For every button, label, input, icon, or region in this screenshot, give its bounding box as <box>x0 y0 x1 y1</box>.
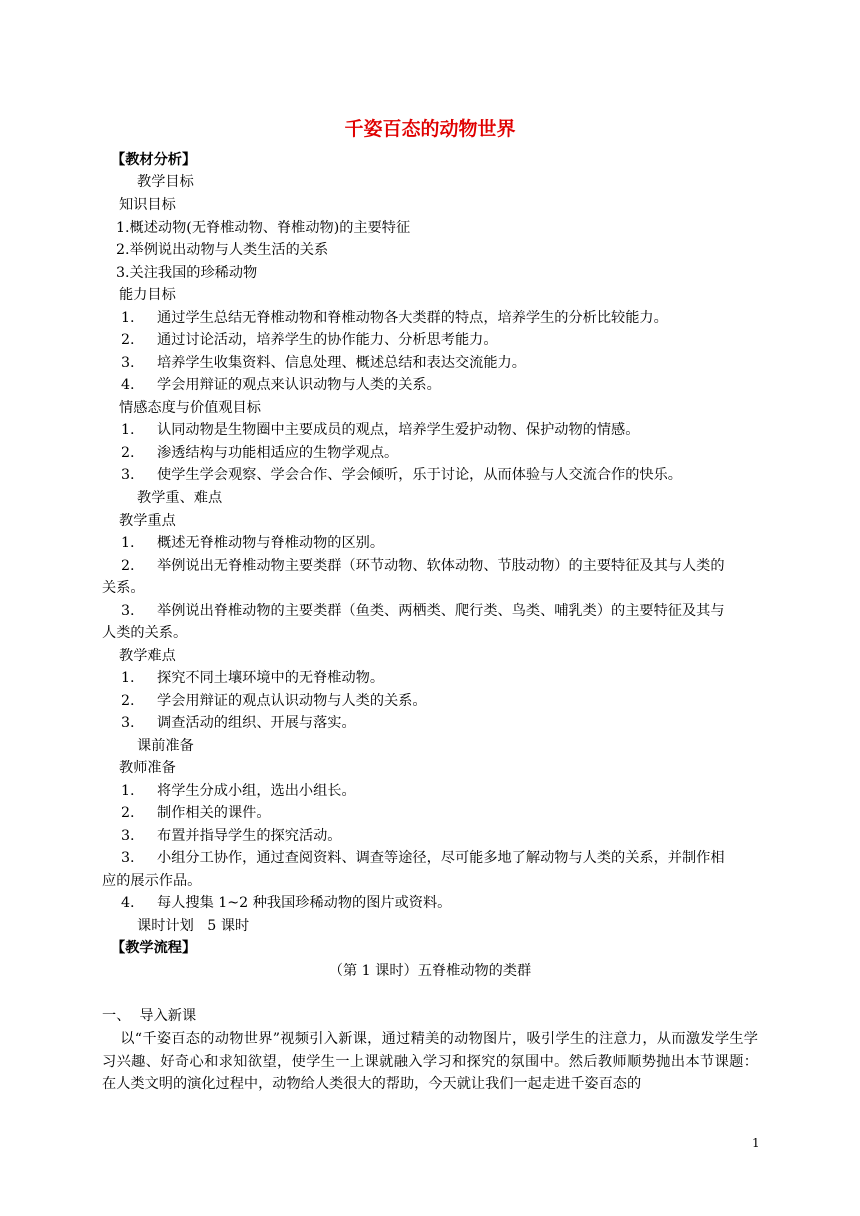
item-number: 3. <box>121 715 135 731</box>
item-text: 培养学生收集资料、信息处理、概述总结和表达交流能力。 <box>157 355 526 371</box>
intro-paragraph <box>102 1028 758 1096</box>
item-continuation: 关系。 <box>102 580 145 596</box>
item-number: 1. <box>121 535 135 551</box>
section-heading-process: 【教学流程】 <box>111 940 197 956</box>
subheading-goals: 教学目标 <box>137 174 194 190</box>
item-text: 通过学生总结无脊椎动物和脊椎动物各大类群的特点，培养学生的分析比较能力。 <box>157 310 668 326</box>
subheading-teacher-prep: 教师准备 <box>119 760 176 776</box>
item-number: 2. <box>121 805 135 821</box>
item-number: 3. <box>121 828 135 844</box>
item-text: 探究不同土壤环境中的无脊椎动物。 <box>157 670 385 686</box>
item-number: 4. <box>121 377 135 393</box>
subheading-emotion: 情感态度与价值观目标 <box>119 400 261 416</box>
document-title: 千姿百态的动物世界 <box>344 118 516 140</box>
item-text: 使学生学会观察、学会合作、学会倾听，乐于讨论，从而体验与人交流合作的快乐。 <box>157 467 682 483</box>
item-number: 2. <box>121 332 135 348</box>
item-number: 3. <box>121 467 135 483</box>
item-text: 制作相关的课件。 <box>157 805 271 821</box>
item-text: 认同动物是生物圈中主要成员的观点，培养学生爱护动物、保护动物的情感。 <box>157 422 640 438</box>
item-text: 通过讨论活动，培养学生的协作能力、分析思考能力。 <box>157 332 498 348</box>
item-number: 1. <box>121 670 135 686</box>
subheading-difficult: 教学难点 <box>119 648 176 664</box>
item-text: 小组分工协作，通过查阅资料、调查等途径，尽可能多地了解动物与人类的关系，并制作相 <box>157 850 725 866</box>
item-number: 4. <box>121 895 135 911</box>
knowledge-item: 2.举例说出动物与人类生活的关系 <box>116 242 329 258</box>
item-number: 3. <box>121 850 135 866</box>
subheading-knowledge: 知识目标 <box>119 197 176 213</box>
item-text: 举例说出无脊椎动物主要类群（环节动物、软体动物、节肢动物）的主要特征及其与人类的 <box>157 558 725 574</box>
knowledge-item: 3.关注我国的珍稀动物 <box>116 265 258 281</box>
item-text: 将学生分成小组，选出小组长。 <box>157 783 356 799</box>
item-continuation: 人类的关系。 <box>102 625 188 641</box>
subheading-focus: 教学重点 <box>119 513 176 529</box>
item-text: 每人搜集 1~2 种我国珍稀动物的图片或资料。 <box>157 895 452 911</box>
item-text: 学会用辩证的观点认识动物与人类的关系。 <box>157 693 427 709</box>
intro-heading: 一、 导入新课 <box>102 1008 197 1024</box>
item-text: 概述无脊椎动物与脊椎动物的区别。 <box>157 535 385 551</box>
intro-paragraph-text: 以“千姿百态的动物世界”视频引入新课，通过精美的动物图片，吸引学生的注意力，从而激发学生学习兴趣、好奇心和求知欲望，使学生一上课就融入学习和探究的氛围中。然后教师顺势抛出本节课题： 在人类文明的演化过程中，动物给人类很大的帮助，今天就让我们一起走进千姿百态的 <box>102 1031 758 1093</box>
item-text: 渗透结构与功能相适应的生物学观点。 <box>157 445 399 461</box>
subheading-prep: 课前准备 <box>137 738 194 754</box>
subheading-ability: 能力目标 <box>119 287 176 303</box>
knowledge-item: 1.概述动物(无脊椎动物、脊椎动物)的主要特征 <box>116 220 411 236</box>
item-number: 1. <box>121 783 135 799</box>
schedule-line: 课时计划 5 课时 <box>137 918 250 934</box>
item-text: 布置并指导学生的探究活动。 <box>157 828 342 844</box>
item-number: 2. <box>121 558 135 574</box>
page-number: 1 <box>752 1136 760 1150</box>
subheading-keypoints: 教学重、难点 <box>137 490 223 506</box>
item-number: 2. <box>121 693 135 709</box>
item-text: 举例说出脊椎动物的主要类群（鱼类、两栖类、爬行类、鸟类、哺乳类）的主要特征及其与 <box>157 603 725 619</box>
lesson-title: （第 1 课时）五脊椎动物的类群 <box>328 963 532 979</box>
section-heading-material: 【教材分析】 <box>111 152 197 168</box>
item-number: 1. <box>121 422 135 438</box>
item-text: 调查活动的组织、开展与落实。 <box>157 715 356 731</box>
item-text: 学会用辩证的观点来认识动物与人类的关系。 <box>157 377 441 393</box>
item-number: 1. <box>121 310 135 326</box>
item-number: 2. <box>121 445 135 461</box>
item-continuation: 应的展示作品。 <box>102 873 202 889</box>
item-number: 3. <box>121 355 135 371</box>
item-number: 3. <box>121 603 135 619</box>
